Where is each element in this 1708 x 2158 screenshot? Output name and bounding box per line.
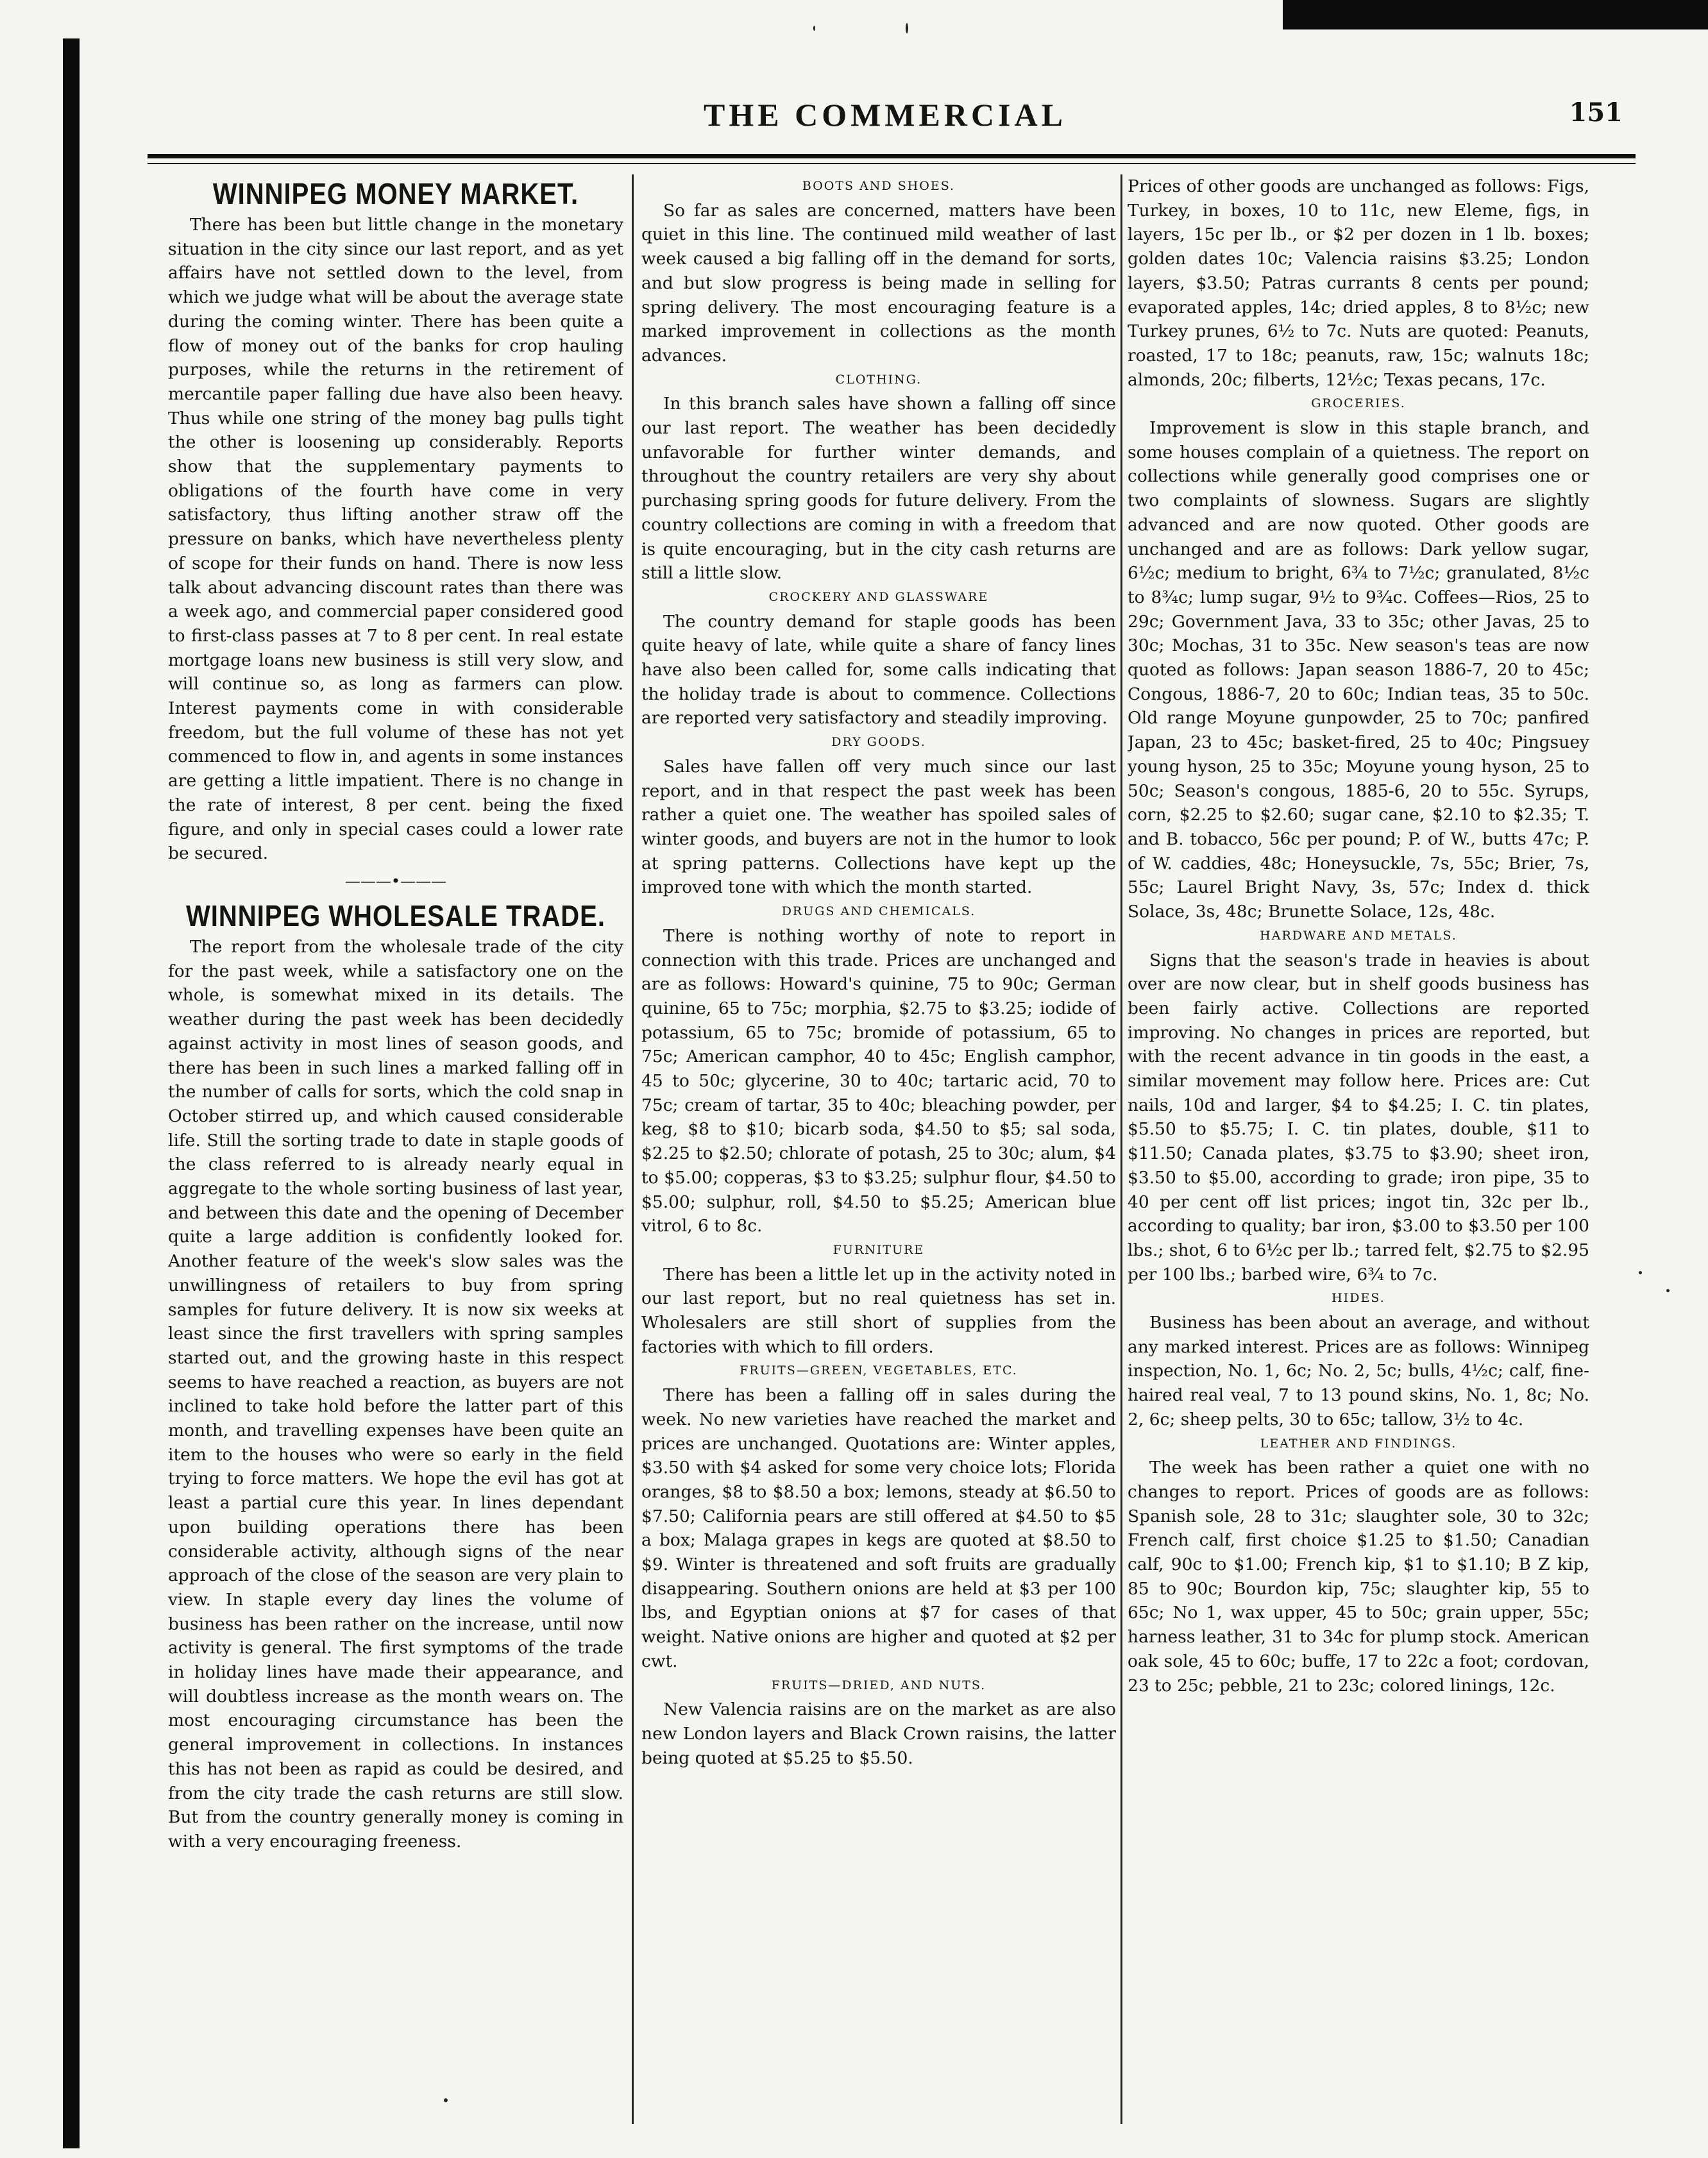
money-market-text: There has been but little change in the monetary situation in the city since our last report, and as yet affairs have not settled down to the level, from which we judge what will be about the average state during the coming winter. There has been quite a flow of money out of the banks for crop hauling purposes, while the returns in the retirement of mercantile paper falling due have also been heavy. Thus while one string of the money bag pulls tight the other is loosening up considerably. Reports show that the supplementary payments to obligations of the fourth have come in very satisfactory, thus lifting another straw off the pressure on banks, which have nevertheless plenty of scope for their funds on hand. There is now less talk about advancing discount rates than there was a week ago, and commercial paper considered good to first-class passes at 7 to 8 per cent. In real estate mortgage loans new business is still very slow, and will continue so, as long as farmers can plow. Interest payments come in with considerable freedom, but the full volume of these has not yet commenced to flow in, and agents in some instances are getting a little impatient. There is no change in the rate of interest, 8 per cent. being the fixed figure, and only in special cases could a lower rate be secured. <box>168 215 623 864</box>
scan-edge-top <box>1283 0 1708 30</box>
clothing-text: In this branch sales have shown a falling off since our last report. The weather has been decidedly unfavorable for further winter demands, and throughout the country retailers are very shy about purchasing spring goods for future delivery. From the country collections are coming in with a freedom that is quite encouraging, but in the city cash returns are still a little slow. <box>641 394 1116 584</box>
scan-speck <box>906 23 908 33</box>
groceries-text: Improvement is slow in this staple branch, and some houses complain of a quietness. The report on collections while generally good comprises one or two complaints of slowness. Sugars are slightly advanced and are now quoted. Other goods are unchanged and are as follows: Dark yellow sugar, 6½c; medium to bright, 6¾ to 7½c; granulated, 8½c to 8¾c; lump sugar, 9½ to 9¾c. Coffees—Rios, 25 to 29c; Government Java, 33 to 35c; other Javas, 25 to 30c; Mochas, 31 to 35c. New season's teas are now quoted as follows: Japan season 1886-7, 20 to 45c; Congous, 1886-7, 20 to 60c; Indian teas, 35 to 50c. Old range Moyune gunpowder, 25 to 70c; panfired Japan, 23 to 45c; basket-fired, 25 to 40c; Pingsuey young hyson, 25 to 35c; Moyune young hyson, 25 to 50c; Season's congous, 1885-6, 20 to 55c. Syrups, corn, $2.25 to $2.60; sugar cane, $2.10 to $2.35; T. and B. tobacco, 56c per pound; P. of W., butts 47c; P. of W. caddies, 48c; Honeysuckle, 7s, 55c; Brier, 7s, 55c; Laurel Bright Navy, 3s, 57c; Index d. thick Solace, 3s, 48c; Brunette Solace, 12s, 48c. <box>1128 418 1589 922</box>
hardware-text: Signs that the season's trade in heavies is about over are now clear, but in shelf goods business has been fairly active. Collections are reported improving. No changes in prices are reported, but with the recent advance in tin goods in the east, a similar movement may follow here. Prices are: Cut nails, 10d and larger, $4 to $4.25; I. C. tin plates, $5.50 to $5.75; I. C. tin plates, double, $11 to $11.50; Canada plates, $3.75 to $3.90; sheet iron, $3.50 to $5.00, according to grade; iron pipe, 35 to 40 per cent off list prices; ingot tin, 32c per lb., according to quality; bar iron, $3.00 to $3.50 per 100 lbs.; shot, 6 to 6½c per lb.; tarred felt, $2.75 to $2.95 per 100 lbs.; barbed wire, 6¾ to 7c. <box>1128 950 1589 1285</box>
furniture-heading: FURNITURE <box>833 1242 925 1257</box>
boots-shoes-heading: BOOTS AND SHOES. <box>802 179 956 193</box>
wholesale-trade-text: The report from the wholesale trade of the city for the past week, while a satisfactory one on the whole, is somewhat mixed in its details. The weather during the past week has been decidedly against activity in most lines of season goods, and there has been in such lines a marked falling off in the number of calls for sorts, which the cold snap in October stirred up, and which caused considerable life. Still the sorting trade to date in staple goods of the class referred to is already nearly equal in aggregate to the whole sorting business of last year, and between this date and the opening of December quite a large addition is confidently looked for. Another feature of the week's slow sales was the unwillingness of retailers to buy from spring samples for future delivery. It is now six weeks at least since the first travellers with spring samples started out, and the growing haste in this respect seems to have reached a reaction, as buyers are not inclined to take hold before the latter part of this month, and travelling expenses have been quite an item to the houses who were so early in the field trying to force matters. We hope the evil has got at least a partial cure this year. In lines dependant upon building operations there has been considerable activity, although signs of the near approach of the close of the season are very plain to view. In staple every day lines the volume of business has been rather on the increase, until now activity is general. The first symptoms of the trade in holiday lines have made their appearance, and will doubtless increase as the month wears on. The most encouraging circumstance has been the general improvement in collections. In instances this has not been as rapid as could be desired, and from the city trade the cash returns are still slow. But from the country generally money is coming in with a very encouraging freeness. <box>168 936 623 1851</box>
scan-speck <box>813 26 815 31</box>
drugs-heading: DRUGS AND CHEMICALS. <box>781 904 976 919</box>
column-3 <box>1128 174 1589 2137</box>
fruits-green-heading: FRUITS—GREEN, VEGETABLES, ETC. <box>740 1363 1018 1378</box>
dry-goods-heading: DRY GOODS. <box>831 735 926 750</box>
scan-speck <box>1639 1271 1642 1274</box>
hides-heading: HIDES. <box>1332 1291 1385 1306</box>
column-2 <box>641 174 1116 2137</box>
header-rule-thin <box>148 163 1636 164</box>
page-header <box>148 96 1623 148</box>
hides-text: Business has been about an average, and without any marked interest. Prices are as follows: Winnipeg inspection, No. 1, 6c; No. 2, 5c; bulls, 4½c; calf, fine-haired real veal, 7 to 13 pound skins, No. 1, 8c; No. 2, 6c; sheep pelts, 30 to 65c; tallow, 3½ to 4c. <box>1128 1313 1589 1429</box>
fruits-dried-heading: FRUITS—DRIED, AND NUTS. <box>771 1678 986 1692</box>
column-divider-2 <box>1120 174 1122 2124</box>
clothing-heading: CLOTHING. <box>835 372 922 387</box>
header-rule-thick <box>148 154 1636 158</box>
scan-edge-left <box>63 38 80 2148</box>
fruits-continued-text: Prices of other goods are unchanged as follows: Figs, Turkey, in boxes, 10 to 11c, new Eleme, figs, in layers, 15c per lb., or $2 per dozen in 1 lb. boxes; golden dates 10c; Valencia raisins $3.25; London layers, $3.50; Patras currants 8 cents per pound; evaporated apples, 14c; dried apples, 8 to 8½c; new Turkey prunes, 6½ to 7c. Nuts are quoted: Peanuts, roasted, 17 to 18c; peanuts, raw, 15c; walnuts 18c; almonds, 20c; filberts, 12½c; Texas pecans, 17c. <box>1128 176 1589 390</box>
money-market-heading: WINNIPEG MONEY MARKET. <box>212 178 579 211</box>
leather-heading: LEATHER AND FINDINGS. <box>1260 1436 1457 1451</box>
section-ornament: ———•——— <box>344 872 447 890</box>
boots-shoes-text: So far as sales are concerned, matters have been quiet in this line. The continued mild weather of last week caused a big falling off in the demand for sorts, and but slow progress is being made in selling for spring delivery. The most encouraging feature is a marked improvement in collections as the month advances. <box>641 200 1116 366</box>
wholesale-trade-heading: WINNIPEG WHOLESALE TRADE. <box>186 900 605 933</box>
page-number: 151 <box>1569 97 1623 128</box>
dry-goods-text: Sales have fallen off very much since our last report, and in that respect the past week has been rather a quiet one. The weather has spoiled sales of winter goods, and buyers are not in the humor to look at spring patterns. Collections have kept up the improved tone with which the month started. <box>641 756 1116 898</box>
leather-text: The week has been rather a quiet one with no changes to report. Prices of goods are as follows: Spanish sole, 28 to 31c; slaughter sole, 30 to 32c; French calf, first choice $1.25 to $1.50; Canadian calf, 90c to $1.00; French kip, $1 to $1.10; B Z kip, 85 to 90c; Bourdon kip, 75c; slaughter kip, 55 to 65c; No 1, wax upper, 45 to 50c; grain upper, 55c; harness leather, 31 to 34c for plump stock. American oak sole, 45 to 60c; buffe, 17 to 22c a foot; cordovan, 23 to 25c; pebble, 21 to 23c; colored linings, 12c. <box>1128 1458 1589 1696</box>
crockery-heading: CROCKERY AND GLASSWARE <box>768 589 989 604</box>
hardware-heading: HARDWARE AND METALS. <box>1260 928 1457 943</box>
column-divider-1 <box>632 174 634 2124</box>
newspaper-title: THE COMMERCIAL <box>704 97 1067 133</box>
groceries-heading: GROCERIES. <box>1311 396 1406 411</box>
scan-speck <box>1666 1289 1670 1292</box>
fruits-green-text: There has been a falling off in sales during the week. No new varieties have reached the market and prices are unchanged. Quotations are: Winter apples, $3.50 with $4 asked for some very choice lots; Florida oranges, $8 to $8.50 a box; lemons, steady at $6.50 to $7.50; California pears are still offered at $4.50 to $5 a box; Malaga grapes in kegs are quoted at $8.50 to $9. Winter is threatened and soft fruits are gradually disappearing. Southern onions are held at $3 per 100 lbs, and Egyptian onions at $7 for cases of that weight. Native onions are higher and quoted at $2 per cwt. <box>641 1385 1116 1671</box>
column-1 <box>168 174 623 2137</box>
crockery-text: The country demand for staple goods has been quite heavy of late, while quite a share of fancy lines have also been called for, some calls indicating that the holiday trade is about to commence. Collections are reported very satisfactory and steadily improving. <box>641 611 1116 729</box>
furniture-text: There has been a little let up in the activity noted in our last report, but no real quietness has set in. Wholesalers are still short of supplies from the factories with which to fill orders. <box>641 1264 1116 1357</box>
drugs-text: There is nothing worthy of note to report in connection with this trade. Prices are unchanged and are as follows: Howard's quinine, 75 to 90c; German quinine, 65 to 75c; morphia, $2.75 to $3.25; iodide of potassium, 65 to 75c; bromide of potassium, 65 to 75c; American camphor, 40 to 45c; English camphor, 45 to 50c; glycerine, 30 to 40c; tartaric acid, 70 to 75c; cream of tartar, 35 to 40c; bleaching powder, per keg, $8 to $10; bicarb soda, $4.50 to $5; sal soda, $2.25 to $2.50; chlorate of potash, 25 to 30c; alum, $4 to $5.00; copperas, $3 to $3.25; sulphur flour, $4.50 to $5.00; sulphur, roll, $4.50 to $5.25; American blue vitrol, 6 to 8c. <box>641 925 1116 1236</box>
fruits-dried-text: New Valencia raisins are on the market as are also new London layers and Black Crown raisins, the latter being quoted at $5.25 to $5.50. <box>641 1699 1116 1768</box>
